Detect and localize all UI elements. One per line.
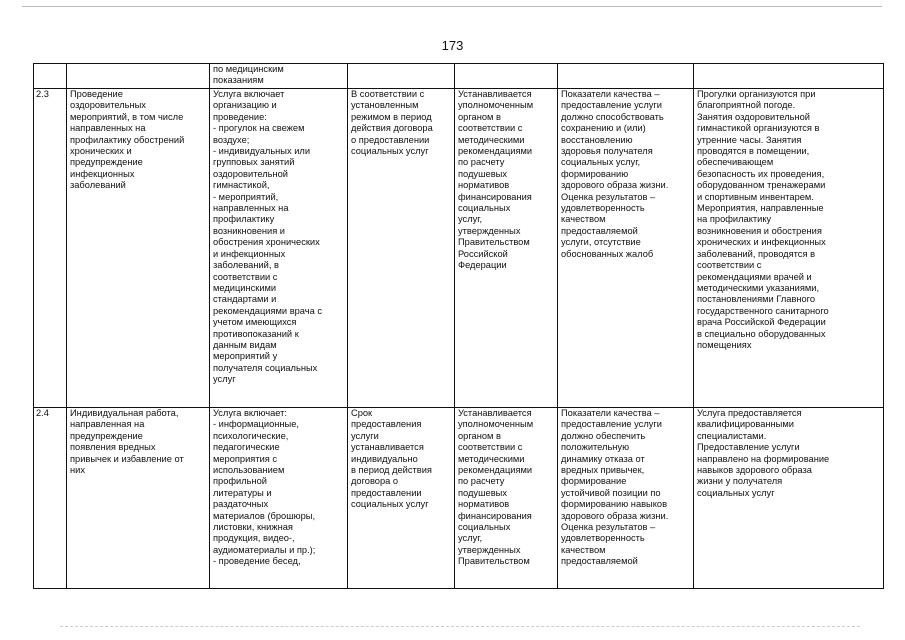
scan-bottom-edge [60,626,860,628]
scan-top-edge [22,6,882,7]
conditions-cell: Прогулки организуются при благоприятной погоде. Занятия оздоровительной гимнастикой организуются в утренние часы. Занятия проводятся в помещении, обеспечивающем безопасность их проведения, оборудованном тренажерами и спортивным инвентарем. Мероприятия, направленные на профилактику возникновения и обострения хронических и инфекционных заболеваний, проводятся в соответствии с рекомендациями врачей и методическими указаниями, постановлениями Главного государственного санитарного врача Российской Федерации в специально оборудованных помещениях [694,89,884,408]
service-name-cell: Проведение оздоровительных мероприятий, в том числе направленных на профилактику обострений хронических и предупреждение инфекционных заболеваний [67,89,210,408]
service-term-cell: Срок предоставления услуги устанавливается индивидуально в период действия договора о предоставлении социальных услуг [348,408,455,589]
service-cost-cell: Устанавливается уполномоченным органом в соответствии с методическими рекомендациями по расчету подушевых нормативов финансирования социальных услуг, утвержденных Правительством [455,408,558,589]
service-description-cell: Услуга включает организацию и проведение: - прогулок на свежем воздухе; - индивидуальных или групповых занятий оздоровительной гимнастикой, - мероприятий, направленных на профилактику возникновения и обострения хронических и инфекционных заболеваний, в соответствии с медицинскими стандартами и рекомендациями врача с учетом имеющихся противопоказаний к данным видам мероприятий у получателя социальных услуг [210,89,348,408]
quality-indicators-cell: Показатели качества – предоставление услуги должно способствовать сохранению и (или) восстановлению здоровья получателя социальных услуг, формированию здорового образа жизни. Оценка результатов – удовлетворенность качеством предоставляемой услуги, отсутствие обоснованных жалоб [558,89,694,408]
row-number-cell: 2.4 [34,408,67,589]
row-number-cell: 2.3 [34,89,67,408]
quality-indicators-cell: Показатели качества – предоставление услуги должно обеспечить положительную динамику отказа от вредных привычек, формирование устойчивой позиции по формированию навыков здорового образа жизни. Оценка результатов – удовлетворенность качеством предоставляемой [558,408,694,589]
table-row-2-4 [34,408,884,589]
service-term-cell: В соответствии с установленным режимом в период действия договора о предоставлении социальных услуг [348,89,455,408]
table-row-continuation [34,64,884,89]
table-row-2-3 [34,89,884,408]
service-name-cell [67,64,210,89]
service-description-cell: Услуга включает: - информационные, психологические, педагогические мероприятия с использованием профильной литературы и раздаточных материалов (брошюры, листовки, книжная продукция, видео-, аудиоматериалы и пр.); - проведение бесед, [210,408,348,589]
service-name-cell: Индивидуальная работа, направленная на предупреждение появления вредных привычек и избавление от них [67,408,210,589]
page-number: 173 [441,38,464,53]
service-description-cell: по медицинским показаниям [210,64,348,89]
quality-indicators-cell [558,64,694,89]
conditions-cell: Услуга предоставляется квалифицированными специалистами. Предоставление услуги направлено на формирование навыков здорового образа жизни у получателя социальных услуг [694,408,884,589]
service-cost-cell [455,64,558,89]
services-table [33,63,884,589]
service-term-cell [348,64,455,89]
service-cost-cell: Устанавливается уполномоченным органом в соответствии с методическими рекомендациями по расчету подушевых нормативов финансирования социальных услуг, утвержденных Правительством Российской Федерации [455,89,558,408]
conditions-cell [694,64,884,89]
row-number-cell [34,64,67,89]
